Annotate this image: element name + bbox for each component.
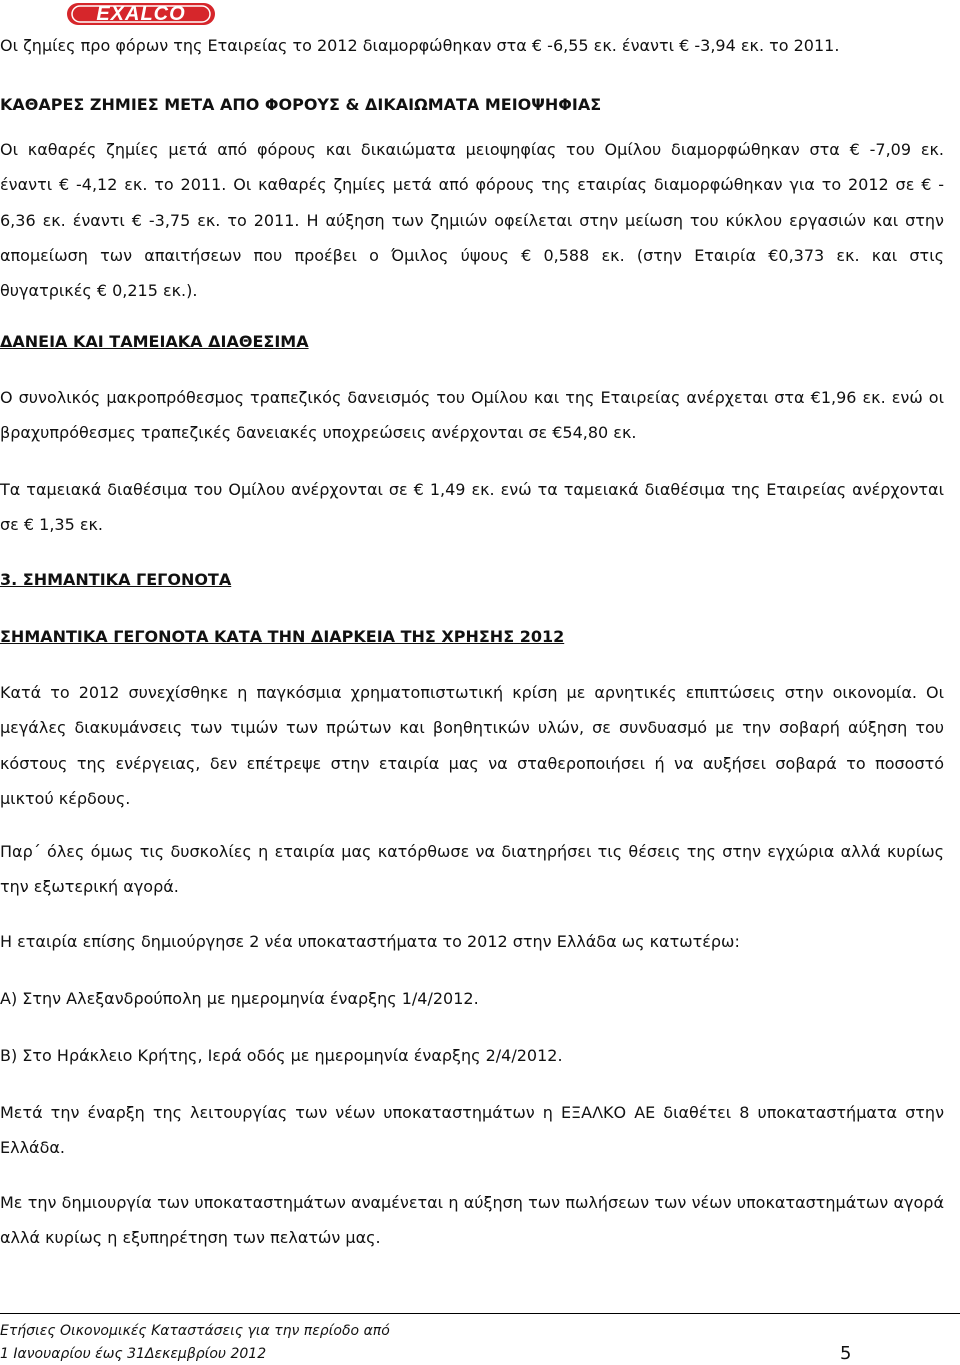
section-heading-loans [0, 324, 944, 359]
text-line: Οι ζημίες προ φόρων της Εταιρείας το 2012 διαμορφώθηκαν στα € -6,55 εκ. έναντι € -3,94 εκ. το 2011. [0, 36, 840, 55]
exalco-logo [66, 2, 216, 26]
market-paragraph [0, 834, 944, 905]
text-line: Ο συνολικός μακροπρόθεσμος τραπεζικός δανεισμός του Ομίλου και της Εταιρείας ανέρχεται στα €1,96 εκ. ενώ οι [0, 388, 944, 407]
section-heading-events-during-year [0, 619, 944, 654]
text-line: θυγατρικές € 0,215 εκ.). [0, 281, 198, 301]
heading-text: ΔΑΝΕΙΑ ΚΑΙ ΤΑΜΕΙΑΚΑ ΔΙΑΘΕΣΙΜΑ [0, 332, 309, 351]
footer-title-line2: 1 Ιανουαρίου έως 31Δεκεμβρίου 2012 [0, 1346, 267, 1362]
heading-text: ΣΗΜΑΝΤΙΚΑ ΓΕΓΟΝΟΤΑ ΚΑΤΑ ΤΗΝ ΔΙΑΡΚΕΙΑ ΤΗΣ ΧΡΗΣΗΣ 2012 [0, 627, 565, 646]
page-number: 5 [840, 1343, 852, 1364]
loans-paragraph [0, 380, 944, 451]
branch-b-paragraph [0, 1038, 944, 1073]
section-heading-net-losses [0, 87, 944, 122]
text-line: αλλά κυρίως η εξυπηρέτηση των πελατών μας. [0, 1228, 381, 1248]
heading-text: ΚΑΘΑΡΕΣ ΖΗΜΙΕΣ ΜΕΤΑ ΑΠΟ ΦΟΡΟΥΣ & ΔΙΚΑΙΩΜΑΤΑ ΜΕΙΟΨΗΦΙΑΣ [0, 95, 602, 114]
branches-count-paragraph [0, 1095, 944, 1166]
text-line: κόστους της ενέργειας, δεν επέτρεψε στην εταιρία μας να σταθεροποιήσει ή να αυξήσει σοβαρά το ποσοστό [0, 753, 944, 773]
text-line: Ελλάδα. [0, 1138, 66, 1158]
text-line: Μετά την έναρξη της λειτουργίας των νέων υποκαταστημάτων η ΕΞΑΛΚΟ ΑΕ διαθέτει 8 υποκαταστήματα στην [0, 1103, 944, 1122]
branches-intro-paragraph [0, 924, 944, 959]
text-line: Οι καθαρές ζημίες μετά από φόρους και δικαιώματα μειοψηφίας του Ομίλου διαμορφώθηκαν στα € -7,09 εκ. [0, 140, 944, 159]
section-heading-important-events [0, 562, 944, 597]
text-line: απομείωση των απαιτήσεων που προέβει ο Όμιλος ύψους € 0,588 εκ. (στην Εταιρία €0,373 εκ. και στις [0, 245, 944, 265]
text-line: την εξωτερική αγορά. [0, 877, 179, 897]
text-line: Παρ΄ όλες όμως τις δυσκολίες η εταιρία μας κατόρθωσε να διατηρήσει τις θέσεις της στην εγχώρια αλλά κυρίως [0, 842, 944, 861]
text-line: μεγάλες διακυμάνσεις των τιμών των πρώτων και βοηθητικών υλών, σε συνδυασμό με την σοβαρή αύξηση του [0, 718, 944, 738]
logo-text: EXALCO [96, 3, 186, 25]
footer-divider [0, 1313, 960, 1314]
text-line: 6,36 εκ. έναντι € -3,75 εκ. το 2011. Η αύξηση των ζημιών οφείλεται στην μείωση του κύκλου εργασιών και στην [0, 210, 944, 230]
text-line: Με την δημιουργία των υποκαταστημάτων αναμένεται η αύξηση των πωλήσεων των νέων υποκαταστημάτων αγορά [0, 1193, 944, 1212]
text-line: Α) Στην Αλεξανδρούπολη με ημερομηνία έναρξης 1/4/2012. [0, 989, 479, 1008]
pretax-losses-paragraph [0, 28, 944, 63]
text-line: Κατά το 2012 συνεχίσθηκε η παγκόσμια χρηματοπιστωτική κρίση με αρνητικές επιπτώσεις στην οικονομία. Οι [0, 683, 944, 702]
cash-paragraph [0, 472, 944, 543]
footer-title-line1: Ετήσιες Οικονομικές Καταστάσεις για την περίοδο από [0, 1323, 390, 1339]
text-line: βραχυπρόθεσμες τραπεζικές δανειακές υποχρεώσεις ανέρχονται σε €54,80 εκ. [0, 423, 637, 443]
text-line: σε € 1,35 εκ. [0, 515, 104, 535]
crisis-paragraph [0, 675, 944, 816]
heading-text: 3. ΣΗΜΑΝΤΙΚΑ ΓΕΓΟΝΟΤΑ [0, 570, 232, 589]
text-line: Η εταιρία επίσης δημιούργησε 2 νέα υποκαταστήματα το 2012 στην Ελλάδα ως κατωτέρω: [0, 932, 740, 951]
text-line: Β) Στο Ηράκλειο Κρήτης, Ιερά οδός με ημερομηνία έναρξης 2/4/2012. [0, 1046, 563, 1065]
branch-a-paragraph [0, 981, 944, 1016]
text-line: μικτού κέρδους. [0, 788, 131, 808]
text-line: έναντι € -4,12 εκ. το 2011. Οι καθαρές ζημίες μετά από φόρους της εταιρίας διαμορφώθηκαν για το 2012 σε € - [0, 175, 944, 195]
sales-expectation-paragraph [0, 1185, 944, 1256]
text-line: Τα ταμειακά διαθέσιμα του Ομίλου ανέρχονται σε € 1,49 εκ. ενώ τα ταμειακά διαθέσιμα της Εταιρείας ανέρχονται [0, 480, 944, 499]
net-losses-paragraph [0, 132, 944, 308]
